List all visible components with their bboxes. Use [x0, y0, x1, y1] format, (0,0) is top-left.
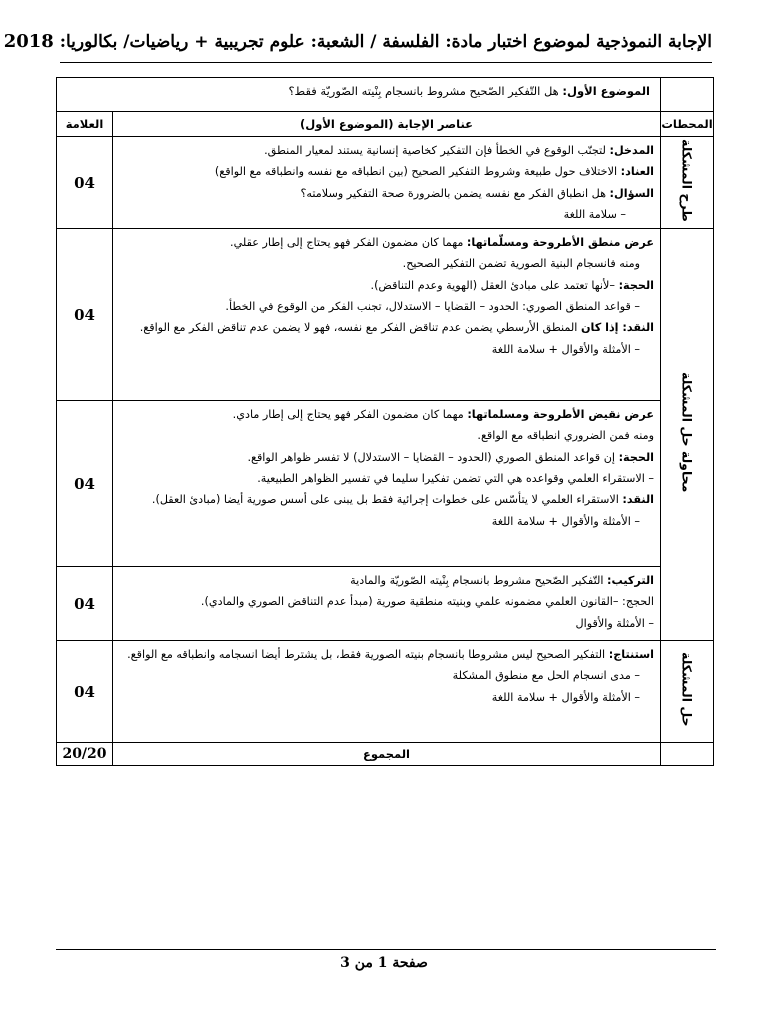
topic-cell — [57, 78, 661, 112]
axis-problem-statement: طرح المشكلة — [661, 137, 714, 229]
table-row — [57, 137, 714, 229]
row-synthesis: التركيب: التّفكير الصّحيح مشروط بانسجام بِنْيته الصّوريّة والمادية الحجج: –القانون العلمي مضمونه علمي وبنيته منطقية صورية (مبدأ عدم التناقض الصوري والمادي). – الأمثلة والأقوال — [113, 567, 661, 641]
row-mark: 04 — [57, 137, 113, 229]
page-number: صفحة 1 من 3 — [340, 955, 428, 971]
axis-problem-solution: حل المشكلة — [661, 641, 714, 743]
header-title: الإجابة النموذجية لموضوع اختبار مادة: الفلسفة / الشعبة: علوم تجريبية + رياضيات/ بكالوريا: — [53, 32, 712, 52]
row-thesis: عرض منطق الأطروحة ومسلّماتها: مهما كان مضمون الفكر فهو يحتاج إلى إطار عقلي. ومنه فانسجام البنية الصورية تضمن التفكير الصحيح. الحجة: –لأنها تعتمد على مبادئ العقل (الهوية وعدم التناقض). – قواعد المنطق الصوري: الحدود – القضايا – الاستدلال، تجنب الفكر من الوقوع في الخطأ. النقد: إذا كان المنطق الأرسطي يضمن عدم تناقض الفكر مع نفسه، فهو لا يضمن عدم تناقض الفكر مع الواقع. – الأمثلة والأقوال + سلامة اللغة — [113, 229, 661, 401]
row-mark: 04 — [57, 641, 113, 743]
answer-table — [56, 77, 714, 766]
row-conclusion: استنتاج: التفكير الصحيح ليس مشروطا بانسجام بنيته الصورية فقط، بل يشترط أيضا انسجامه وانطباقه مع الواقع. – مدى انسجام الحل مع منطوق المشكلة – الأمثلة والأقوال + سلامة اللغة — [113, 641, 661, 743]
footer-divider — [56, 949, 716, 950]
header-year: 2018 — [3, 31, 54, 52]
table-row — [57, 641, 714, 743]
topic-label: الموضوع الأول: — [562, 84, 650, 98]
row-introduction: المدخل: لتجنّب الوقوع في الخطأ فإن التفكير كخاصية إنسانية يستند لمعيار المنطق. العناد: الاختلاف حول طبيعة وشروط التفكير الصحيح (بين انطباقه مع نفسه وانطباقه مع الواقع) السؤال: هل انطباق الفكر مع نفسه يضمن بالضرورة صحة التفكير وسلامته؟ – سلامة اللغة — [113, 137, 661, 229]
axis-attempt-solution: محاولة حل المشكلة — [661, 229, 714, 641]
table-row — [57, 401, 714, 567]
topic-row — [57, 78, 714, 112]
total-label: المجموع — [113, 743, 661, 766]
total-axis-cell — [661, 743, 714, 766]
table-row — [57, 229, 714, 401]
topic-axis-cell — [661, 78, 714, 112]
col-header-mark: العلامة — [57, 112, 113, 137]
row-mark: 04 — [57, 229, 113, 401]
col-header-axes: المحطات — [661, 112, 714, 137]
table-row — [57, 567, 714, 641]
row-mark: 04 — [57, 401, 113, 567]
col-header-elements: عناصر الإجابة (الموضوع الأول) — [113, 112, 661, 137]
total-mark: 20/20 — [57, 743, 113, 766]
row-mark: 04 — [57, 567, 113, 641]
topic-question: هل التّفكير الصّحيح مشروط بانسجام بِنْيته الصّوريّة فقط؟ — [288, 84, 563, 98]
row-antithesis: عرض نقيض الأطروحة ومسلماتها: مهما كان مضمون الفكر فهو يحتاج إلى إطار مادي. ومنه فمن الضروري انطباقه مع الواقع. الحجة: إن قواعد المنطق الصوري (الحدود – القضايا – الاستدلال) لا تفسر ظواهر الواقع. – الاستقراء العلمي وقواعده هي التي تضمن تفكيرا سليما في تفسير الظواهر الطبيعية. النقد: الاستقراء العلمي لا يتأسّس على خطوات إجرائية فقط بل يبنى على أسس صورية أيضا (مبادئ العقل). – الأمثلة والأقوال + سلامة اللغة — [113, 401, 661, 567]
header-row — [57, 112, 714, 137]
page-header — [3, 22, 712, 63]
total-row — [57, 743, 714, 766]
